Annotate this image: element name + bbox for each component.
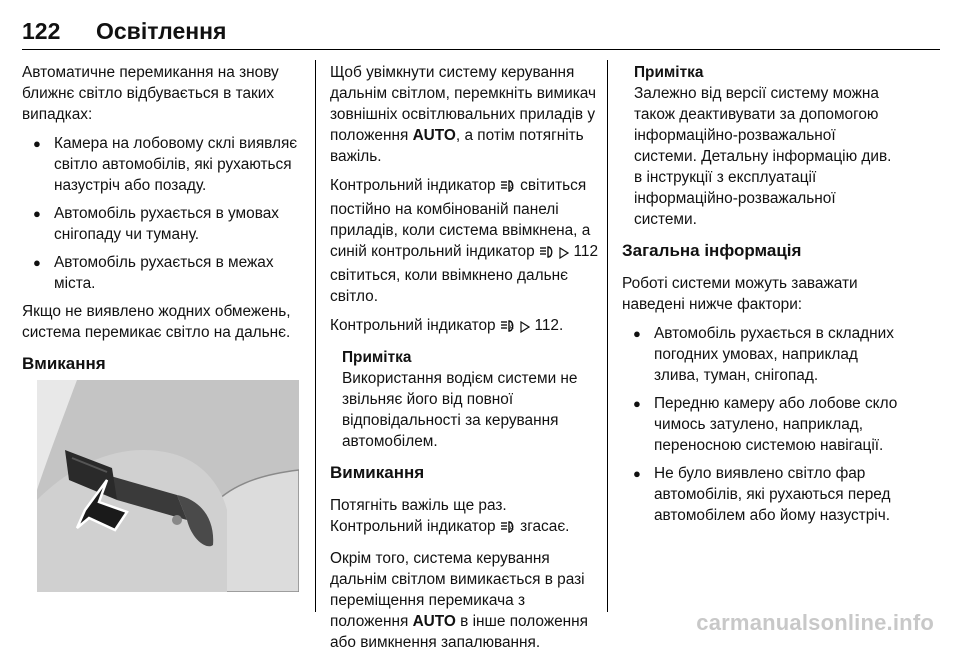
note-text: Використання водієм системи не звільняє його від повної відповідальності за керування автомобілем. (342, 370, 578, 450)
stalk-illustration (37, 380, 299, 592)
list-item: ● Передню камеру або лобове скло чимось затулено, наприклад, переносною системою навігації. (622, 393, 902, 456)
note-block (342, 347, 598, 452)
note-title: Примітка (342, 349, 412, 366)
text: світиться постійно на комбінованій панелі приладів, коли система ввімкнена, а синій контрольний індикатор (330, 177, 591, 260)
section-heading: Вмикання (22, 354, 106, 373)
svg-text:A: A (509, 325, 514, 331)
auto-label: AUTO (412, 613, 456, 630)
svg-text:A: A (509, 185, 514, 191)
list-item: ● Автомобіль рухається в умовах снігопаду чи туману. (22, 203, 302, 245)
column-3 (622, 62, 902, 533)
page-title: Освітлення (96, 18, 227, 44)
column-divider-1 (315, 60, 316, 612)
paragraph: Роботі системи можуть заважати наведені нижче фактори: (622, 275, 858, 313)
text: Контрольний індикатор (330, 177, 500, 194)
text: згасає. (515, 518, 570, 535)
note-title: Примітка (634, 64, 704, 81)
list-item: ● Автомобіль рухається в межах міста. (22, 252, 302, 294)
auto-high-beam-icon (500, 318, 516, 339)
page-ref-arrow-icon (559, 244, 569, 265)
watermark: carmanualsonline.info (696, 610, 934, 635)
column-1 (22, 62, 302, 386)
text: Потягніть важіль ще раз. Контрольний індикатор (330, 497, 507, 535)
paragraph (330, 315, 598, 339)
page-ref-arrow-icon (520, 318, 530, 339)
text: Щоб увімкнути систему керування дальнім світлом, перемкніть вимикач зовнішніх освітлювальних приладів у положення (330, 64, 597, 144)
page-header (22, 18, 942, 50)
bullet-list (622, 323, 902, 526)
auto-label: AUTO (412, 127, 456, 144)
text: , а потім потягніть важіль. (330, 127, 584, 165)
list-item: ● Камера на лобовому склі виявляє світло автомобілів, які рухаються назустріч або позаду. (22, 133, 302, 196)
note-block (634, 62, 902, 230)
list-item: ● Не було виявлено світло фар автомобілів, які рухаються перед автомобілем або йому назустріч. (622, 463, 902, 526)
paragraph (330, 62, 598, 167)
section-heading: Вимикання (330, 463, 425, 482)
paragraph (330, 548, 598, 653)
page-number: 122 (22, 18, 61, 44)
text: в інше положення або вимкнення запалювання. (330, 613, 589, 651)
paragraph (330, 175, 598, 307)
svg-text:A: A (509, 526, 514, 532)
text: Контрольний індикатор (330, 317, 500, 334)
text: Окрім того, система керування дальнім світлом вимикається в разі переміщення перемикача з положення (330, 550, 585, 630)
header-divider (22, 49, 940, 50)
high-beam-icon (539, 244, 555, 265)
list-item: ● Автомобіль рухається в складних погодних умовах, наприклад злива, туман, снігопад. (622, 323, 902, 386)
auto-high-beam-icon (500, 519, 516, 540)
text: 112 світиться, коли ввімкнено дальнє світло. (330, 243, 599, 305)
paragraph: Якщо не виявлено жодних обмежень, система перемикає світло на дальнє. (22, 303, 291, 341)
column-2 (330, 62, 598, 661)
text: 112. (530, 317, 564, 334)
auto-high-beam-icon (500, 178, 516, 199)
paragraph: Автоматичне перемикання на знову ближнє світло відбувається в таких випадках: (22, 64, 279, 123)
paragraph (330, 495, 598, 540)
column-divider-2 (607, 60, 608, 612)
bullet-list (22, 133, 302, 294)
note-text: Залежно від версії систему можна також деактивувати за допомогою інформаційно-розважальної системи. Детальну інформацію див. в інструкції з експлуатації інформаційно-розважальної системи. (634, 85, 892, 228)
section-heading: Загальна інформація (622, 241, 802, 260)
